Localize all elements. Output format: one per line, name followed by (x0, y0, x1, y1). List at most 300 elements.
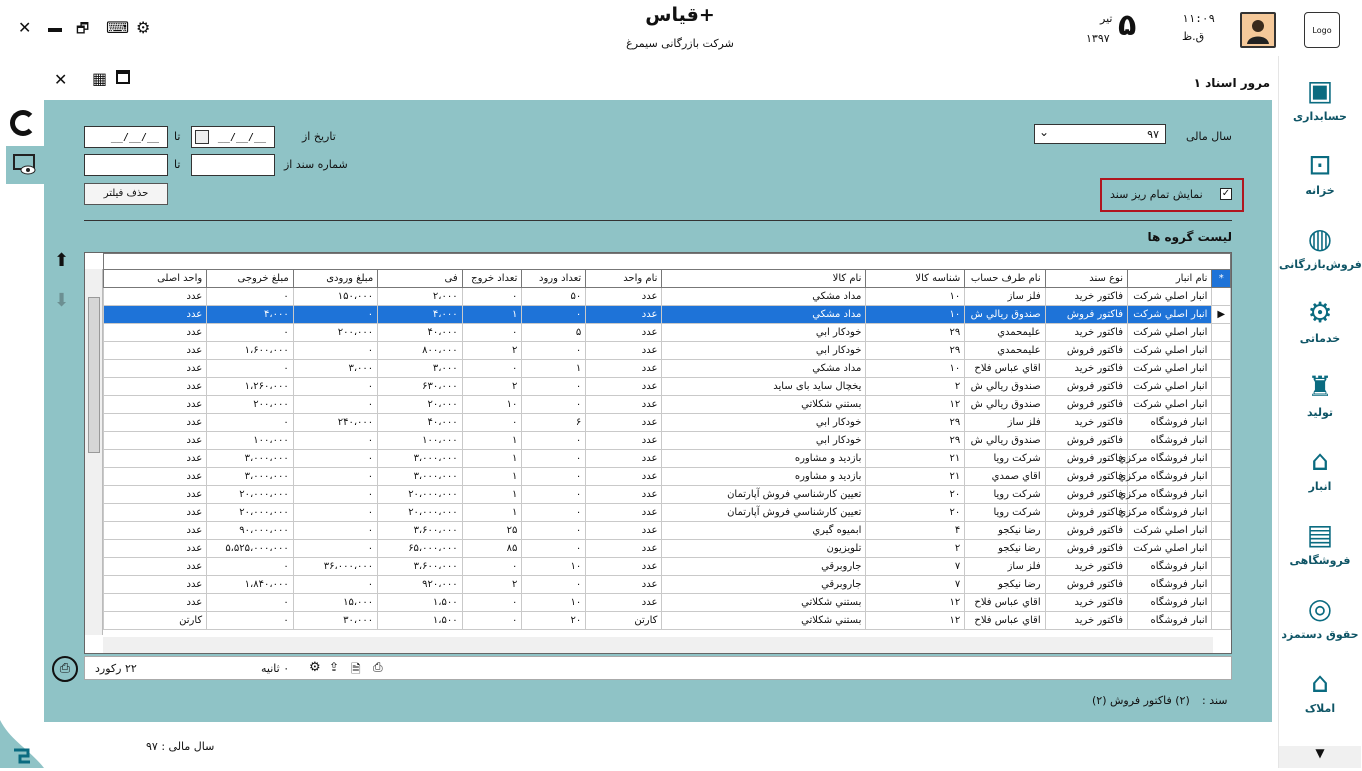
table-cell: ۲۹ (866, 324, 965, 342)
column-header[interactable]: نام واحد (586, 270, 662, 288)
scrollbar-horizontal[interactable] (103, 637, 1213, 653)
table-cell: ۲۰،۰۰۰ (378, 396, 462, 414)
table-cell: مداد مشكي (662, 360, 866, 378)
table-cell: عدد (104, 342, 207, 360)
right-nav (1278, 56, 1360, 768)
page-title: مرور اسناد ۱ (1193, 76, 1270, 90)
table-cell: ۰ (293, 486, 377, 504)
table-cell: ۰ (207, 612, 294, 630)
warehouse-icon: ⌂ (1311, 443, 1329, 477)
table-cell: فاكتور فروش (1045, 450, 1127, 468)
row-indicator[interactable] (1212, 288, 1231, 306)
table-cell: فاكتور خريد (1045, 360, 1127, 378)
table-cell: انبار فروشگاه مركزي (1128, 486, 1212, 504)
fiscal-year-value: ۹۷ (1147, 128, 1159, 141)
table-row[interactable] (104, 594, 1231, 612)
top-bar (0, 0, 1360, 62)
export-icon[interactable]: ⇪ (329, 660, 340, 674)
table-cell: جاروبرقي (662, 558, 866, 576)
date-month: تیر (1100, 12, 1113, 25)
table-cell: ۲،۰۰۰ (378, 288, 462, 306)
accounting-icon: ▣ (1306, 73, 1334, 107)
table-cell: ۱ (462, 468, 522, 486)
table-cell: فاكتور فروش (1045, 342, 1127, 360)
table-cell: فاكتور خريد (1045, 414, 1127, 432)
table-cell: عدد (104, 540, 207, 558)
table-cell: ۱ (462, 306, 522, 324)
table-cell: صندوق ريالي ش (965, 306, 1045, 324)
table-cell: ۳،۰۰۰،۰۰۰ (378, 468, 462, 486)
table-cell: ۰ (462, 612, 522, 630)
select-all-icon[interactable]: * (1212, 270, 1231, 288)
table-cell: ۰ (207, 360, 294, 378)
table-cell: ۱،۶۰۰،۰۰۰ (207, 342, 294, 360)
table-cell: ۳،۰۰۰ (378, 360, 462, 378)
doc-from-input[interactable] (191, 154, 275, 176)
table-cell: عدد (104, 522, 207, 540)
table-cell: رضا نيكجو (965, 540, 1045, 558)
table-row[interactable] (104, 414, 1231, 432)
table-cell: ۲۰۰،۰۰۰ (207, 396, 294, 414)
table-cell: فاكتور فروش (1045, 396, 1127, 414)
column-header[interactable]: تعداد ورود (522, 270, 586, 288)
table-cell: صندوق ريالي ش (965, 396, 1045, 414)
table-cell: انبار اصلي شركت (1128, 396, 1212, 414)
row-indicator[interactable] (1212, 450, 1231, 468)
table-cell: شركت رويا (965, 504, 1045, 522)
table-cell: خودكار ابي (662, 324, 866, 342)
show-all-label: نمایش تمام ریز سند (1110, 188, 1203, 201)
nav-item[interactable] (1279, 214, 1361, 286)
clock-time: ۱۱:۰۹ (1182, 12, 1216, 25)
table-row[interactable] (104, 396, 1231, 414)
table-cell: عدد (586, 396, 662, 414)
nav-scroll-down-icon[interactable]: ▼ (1279, 746, 1361, 768)
table-cell: عليمحمدي (965, 342, 1045, 360)
nav-item[interactable] (1279, 436, 1361, 508)
globe-trade-icon: ◍ (1307, 221, 1333, 255)
row-indicator[interactable] (1212, 576, 1231, 594)
table-cell: فاكتور فروش (1045, 504, 1127, 522)
sub-toolbar (44, 64, 1272, 98)
table-cell: ۰ (293, 522, 377, 540)
table-cell: ۶۳۰،۰۰۰ (378, 378, 462, 396)
nav-item[interactable] (1279, 362, 1361, 434)
row-indicator[interactable]: ▶ (1212, 306, 1231, 324)
doc-label: سند : (1202, 694, 1228, 707)
document-icon[interactable]: 🗎 (351, 662, 361, 676)
table-cell: انبار فروشگاه (1128, 432, 1212, 450)
table-cell: ۴،۰۰۰ (378, 306, 462, 324)
nav-item-label: املاک (1304, 702, 1336, 715)
table-cell: ۲ (866, 378, 965, 396)
table-row[interactable] (104, 432, 1231, 450)
scrollbar-vertical[interactable] (85, 269, 103, 635)
scrollbar-thumb[interactable] (88, 297, 100, 453)
table-cell: شركت رويا (965, 450, 1045, 468)
table-cell: ۸۵ (462, 540, 522, 558)
table-row[interactable] (104, 504, 1231, 522)
table-cell: ۲۹ (866, 414, 965, 432)
table-cell: ابميوه گيري (662, 522, 866, 540)
row-indicator[interactable] (1212, 504, 1231, 522)
row-indicator[interactable] (1212, 378, 1231, 396)
nav-item-label: انبار (1308, 480, 1332, 493)
table-cell: عدد (586, 378, 662, 396)
chevron-down-icon: ⌄ (1039, 125, 1050, 139)
safe-icon: ⊡ (1308, 147, 1332, 181)
table-cell: رضا نيكجو (965, 522, 1045, 540)
table-cell: عدد (586, 360, 662, 378)
table-cell: انبار اصلي شركت (1128, 324, 1212, 342)
column-header[interactable]: نام انبار (1128, 270, 1212, 288)
table-cell: عدد (104, 414, 207, 432)
date-from-calendar-icon[interactable] (195, 130, 209, 144)
table-cell: ۰ (293, 504, 377, 522)
table-cell: فاكتور فروش (1045, 522, 1127, 540)
column-header[interactable]: شناسه کالا (866, 270, 965, 288)
nav-item-label: فروش‌بازرگانی (1279, 258, 1362, 271)
table-cell: فلز ساز (965, 288, 1045, 306)
row-indicator[interactable] (1212, 558, 1231, 576)
show-all-checkbox[interactable]: ✓ (1221, 188, 1231, 199)
nav-item-label: حقوق دستمزد (1281, 628, 1359, 641)
doc-to-input[interactable] (84, 154, 168, 176)
table-cell: انبار اصلي شركت (1128, 288, 1212, 306)
table-cell: عدد (104, 360, 207, 378)
table-cell: ۰ (522, 450, 586, 468)
nav-item[interactable] (1279, 510, 1361, 582)
table-cell: ۵ (522, 324, 586, 342)
table-row[interactable] (104, 522, 1231, 540)
table-cell: ۹۰،۰۰۰،۰۰۰ (207, 522, 294, 540)
house-icon: ⌂ (1311, 665, 1329, 699)
row-indicator[interactable] (1212, 360, 1231, 378)
close-icon[interactable]: ✕ (18, 18, 32, 37)
row-indicator[interactable] (1212, 594, 1231, 612)
table-cell: عدد (586, 558, 662, 576)
table-cell: فاكتور خريد (1045, 288, 1127, 306)
table-cell: ۱۰۰،۰۰۰ (207, 432, 294, 450)
table-cell: ۱،۵۰۰ (378, 612, 462, 630)
table-cell: فاكتور فروش (1045, 432, 1127, 450)
table-cell: ۱ (462, 504, 522, 522)
table-cell: ۰ (522, 432, 586, 450)
table-cell: كارتن (104, 612, 207, 630)
table-cell: ۵۰ (522, 288, 586, 306)
table-row[interactable] (104, 576, 1231, 594)
table-row[interactable] (104, 324, 1231, 342)
table-cell: ۱،۸۴۰،۰۰۰ (207, 576, 294, 594)
table-cell: ۲۰ (866, 486, 965, 504)
table-cell: عدد (586, 342, 662, 360)
table-cell: ۸۰۰،۰۰۰ (378, 342, 462, 360)
row-indicator[interactable] (1212, 540, 1231, 558)
header-row (104, 270, 1231, 288)
table-cell: عدد (104, 378, 207, 396)
table-cell: مداد مشكي (662, 288, 866, 306)
table-cell: ۱ (462, 486, 522, 504)
nav-item[interactable] (1279, 288, 1361, 360)
row-indicator[interactable] (1212, 396, 1231, 414)
table-cell: عدد (586, 414, 662, 432)
nav-item-label: فروشگاهی (1289, 554, 1351, 567)
move-up-icon[interactable]: ⬆ (54, 250, 70, 271)
table-cell: انبار اصلي شركت (1128, 342, 1212, 360)
table-cell: ۲۰،۰۰۰،۰۰۰ (207, 504, 294, 522)
table-cell: انبار فروشگاه مركزي (1128, 450, 1212, 468)
grid-icon[interactable]: ▦ (92, 69, 108, 88)
table-cell: بستني شكلاتي (662, 612, 866, 630)
table-cell: عدد (104, 468, 207, 486)
table-cell: شركت رويا (965, 486, 1045, 504)
table-cell: تعيين كارشناسي فروش آپارتمان (662, 504, 866, 522)
table-cell: ۰ (293, 396, 377, 414)
table-cell: فاكتور خريد (1045, 324, 1127, 342)
left-strip (0, 100, 44, 768)
table-cell: ۶ (522, 414, 586, 432)
table-cell: عدد (104, 396, 207, 414)
table-row[interactable] (104, 558, 1231, 576)
table-cell: ۱۲ (866, 594, 965, 612)
table-cell: ۲ (462, 576, 522, 594)
table-cell: ۲۰،۰۰۰،۰۰۰ (378, 486, 462, 504)
table-cell: ۱۰ (866, 288, 965, 306)
doc-to-label: تا (174, 158, 181, 171)
record-count: ۲۲ ركورد (95, 662, 137, 675)
table-cell: ۳،۶۰۰،۰۰۰ (378, 558, 462, 576)
table-cell: ۰ (522, 504, 586, 522)
column-header[interactable]: مبلغ ورودی (293, 270, 377, 288)
preview-tab-icon[interactable] (6, 146, 44, 184)
table-cell: عدد (586, 486, 662, 504)
restore-icon[interactable]: 🗗 (76, 21, 90, 37)
row-indicator[interactable] (1212, 432, 1231, 450)
nav-item[interactable] (1279, 584, 1361, 656)
table-cell: انبار اصلي شركت (1128, 540, 1212, 558)
table-cell: بستني شكلاتي (662, 396, 866, 414)
table-cell: اقاي صمدي (965, 468, 1045, 486)
fiscal-year-select[interactable] (1034, 124, 1166, 144)
table-cell: عدد (586, 504, 662, 522)
column-header[interactable]: فی (378, 270, 462, 288)
table-cell: فاكتور فروش (1045, 576, 1127, 594)
table-cell: فاكتور فروش (1045, 486, 1127, 504)
user-avatar[interactable] (1240, 12, 1276, 48)
table-cell: انبار فروشگاه (1128, 558, 1212, 576)
table-cell: عدد (586, 522, 662, 540)
doc-from-label: شماره سند از (284, 158, 348, 171)
worker-icon: ♜ (1307, 369, 1333, 403)
table-row[interactable] (104, 540, 1231, 558)
column-header[interactable]: نام کالا (662, 270, 866, 288)
table-cell: بازديد و مشاوره (662, 450, 866, 468)
table-cell: اقاي عباس فلاح (965, 612, 1045, 630)
table-cell: ۱۵،۰۰۰ (293, 594, 377, 612)
date-year: ۱۳۹۷ (1086, 32, 1110, 45)
row-indicator[interactable] (1212, 468, 1231, 486)
table-cell: ۰ (462, 414, 522, 432)
table-cell: ۳۰،۰۰۰ (293, 612, 377, 630)
table-cell: انبار فروشگاه مركزي (1128, 468, 1212, 486)
table-cell: ۰ (293, 450, 377, 468)
refresh-icon[interactable] (10, 110, 36, 136)
row-indicator[interactable] (1212, 414, 1231, 432)
nav-item-label: خدماتی (1299, 332, 1341, 345)
table-cell: فاكتور خريد (1045, 612, 1127, 630)
table-cell: عدد (104, 450, 207, 468)
table-cell: ۴۰،۰۰۰ (378, 414, 462, 432)
table-cell: فاكتور خريد (1045, 594, 1127, 612)
minimize-icon[interactable] (48, 28, 62, 32)
table-cell: ۰ (522, 378, 586, 396)
date-to-label: تا (174, 130, 181, 143)
table-cell: خودكار ابي (662, 432, 866, 450)
table-cell: ۰ (293, 468, 377, 486)
row-indicator[interactable] (1212, 612, 1231, 630)
column-header[interactable]: واحد اصلی (104, 270, 207, 288)
close-tab-icon[interactable]: ✕ (54, 70, 68, 89)
table-row[interactable] (104, 360, 1231, 378)
table-cell: ۰ (293, 432, 377, 450)
table-cell: ۰ (522, 342, 586, 360)
table-row[interactable] (104, 378, 1231, 396)
table-cell: ۰ (293, 576, 377, 594)
remove-filter-button[interactable]: حذف فیلتر (84, 183, 168, 205)
table-cell: ۱،۵۰۰ (378, 594, 462, 612)
table-cell: ۲۰ (866, 504, 965, 522)
table-cell: ۱۰ (866, 360, 965, 378)
table-cell: اقاي عباس فلاح (965, 594, 1045, 612)
nav-item-label: تولید (1306, 406, 1333, 419)
table-cell: ۱ (462, 450, 522, 468)
table-row[interactable] (104, 288, 1231, 306)
table-cell: ۰ (522, 576, 586, 594)
nav-item-label: خزانه (1305, 184, 1335, 197)
nav-item[interactable] (1279, 658, 1361, 730)
table-row[interactable] (104, 450, 1231, 468)
row-indicator[interactable] (1212, 342, 1231, 360)
nav-item[interactable] (1279, 140, 1361, 212)
group-row (104, 254, 1231, 270)
table-cell: ۳،۶۰۰،۰۰۰ (378, 522, 462, 540)
table-cell: خودكار ابي (662, 342, 866, 360)
table-cell: عدد (586, 288, 662, 306)
table-row[interactable] (104, 306, 1231, 324)
elapsed-seconds: ۰ ثانیه (261, 662, 290, 675)
table-cell: ۰ (207, 324, 294, 342)
table-cell: عدد (104, 558, 207, 576)
table-cell: ۴۰،۰۰۰ (378, 324, 462, 342)
list-title: لیست گروه ها (1147, 230, 1232, 244)
row-indicator[interactable] (1212, 324, 1231, 342)
table-cell: فاكتور فروش (1045, 378, 1127, 396)
data-grid (84, 252, 1232, 654)
grid-table (103, 253, 1231, 630)
table-cell: ۰ (207, 414, 294, 432)
table-cell: انبار فروشگاه (1128, 594, 1212, 612)
table-cell: ۴،۰۰۰ (207, 306, 294, 324)
date-to-input[interactable] (84, 126, 168, 148)
table-cell: ۳،۰۰۰،۰۰۰ (378, 450, 462, 468)
table-cell: ۰ (522, 396, 586, 414)
table-cell: عليمحمدي (965, 324, 1045, 342)
table-cell: ۰ (207, 558, 294, 576)
coins-icon: ◎ (1307, 591, 1333, 625)
table-cell: ۲ (462, 378, 522, 396)
table-cell: انبار اصلي شركت (1128, 522, 1212, 540)
table-cell: عدد (586, 450, 662, 468)
settings-icon[interactable]: ⚙ (136, 18, 151, 37)
table-cell: ۱۰۰،۰۰۰ (378, 432, 462, 450)
table-row[interactable] (104, 486, 1231, 504)
table-cell: ۰ (522, 468, 586, 486)
table-cell: انبار اصلي شركت (1128, 378, 1212, 396)
table-cell: عدد (586, 468, 662, 486)
doc-value: (۲) فاكتور فروش (۲) (1092, 694, 1190, 707)
table-cell: ۲۹ (866, 342, 965, 360)
table-cell: ۲۹ (866, 432, 965, 450)
calendar-icon[interactable] (116, 70, 130, 84)
table-cell: ۱ (522, 360, 586, 378)
table-cell: فاكتور فروش (1045, 468, 1127, 486)
column-header[interactable]: نام طرف حساب (965, 270, 1045, 288)
nav-item[interactable] (1279, 66, 1361, 138)
table-cell: انبار فروشگاه (1128, 414, 1212, 432)
print-icon[interactable]: ⎙ (52, 656, 78, 682)
print-small-icon[interactable]: ⎙ (373, 660, 383, 674)
table-cell: ۱۰ (522, 594, 586, 612)
show-all-container (1100, 178, 1244, 212)
table-cell: اقاي عباس فلاح (965, 360, 1045, 378)
table-cell: ۳،۰۰۰،۰۰۰ (207, 450, 294, 468)
column-header[interactable]: نوع سند (1045, 270, 1127, 288)
column-header[interactable]: تعداد خروج (462, 270, 522, 288)
table-cell: ۰ (462, 288, 522, 306)
table-cell: ۰ (462, 558, 522, 576)
table-cell: ۱۰ (522, 558, 586, 576)
table-cell: ۴ (866, 522, 965, 540)
table-cell: ۳،۰۰۰،۰۰۰ (207, 468, 294, 486)
move-down-icon[interactable]: ⬇ (54, 290, 70, 311)
table-cell: صندوق ريالي ش (965, 432, 1045, 450)
table-row[interactable] (104, 342, 1231, 360)
table-cell: فاكتور خريد (1045, 558, 1127, 576)
table-cell: ۱۰ (866, 306, 965, 324)
table-row[interactable] (104, 612, 1231, 630)
table-cell: جاروبرقي (662, 576, 866, 594)
table-cell: ۰ (522, 306, 586, 324)
table-cell: بازديد و مشاوره (662, 468, 866, 486)
table-cell: ۰ (293, 306, 377, 324)
table-cell: انبار فروشگاه (1128, 612, 1212, 630)
column-header[interactable]: مبلغ خروجی (207, 270, 294, 288)
clock-ampm: ق.ظ (1182, 30, 1205, 43)
keyboard-icon[interactable]: ⌨ (106, 18, 130, 37)
table-cell: ۰ (462, 360, 522, 378)
table-cell: تلويزيون (662, 540, 866, 558)
table-row[interactable] (104, 468, 1231, 486)
gear-service-icon: ⚙ (1307, 295, 1333, 329)
app-brand-icon (0, 720, 44, 768)
table-cell: ۰ (522, 486, 586, 504)
table-cell: عدد (586, 540, 662, 558)
row-indicator[interactable] (1212, 522, 1231, 540)
settings-small-icon[interactable]: ⚙ (309, 660, 321, 675)
row-indicator[interactable] (1212, 486, 1231, 504)
table-cell: ۰ (207, 288, 294, 306)
divider (84, 220, 1232, 221)
